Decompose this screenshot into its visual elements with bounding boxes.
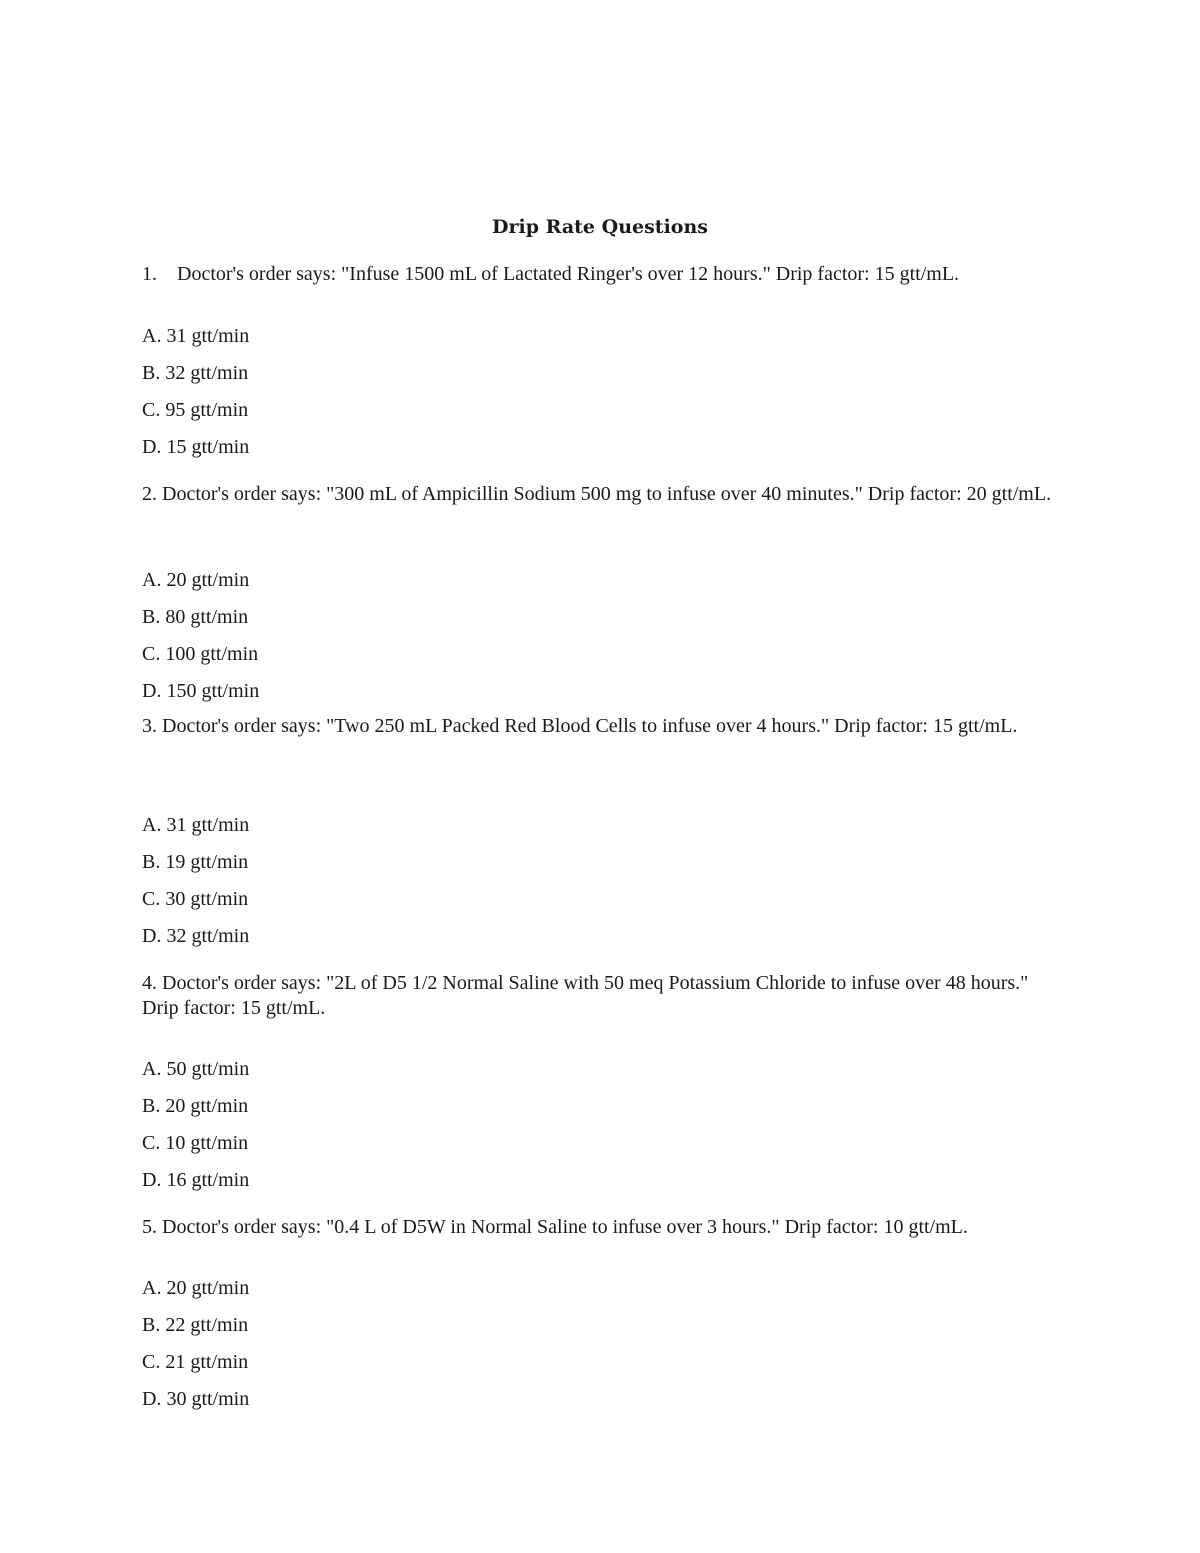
question-number: 2. xyxy=(142,483,157,505)
answer-option: C. 21 gtt/min xyxy=(142,1351,249,1373)
question-number: 1. xyxy=(142,263,157,285)
answer-option: D. 30 gtt/min xyxy=(142,1388,250,1410)
question-4 xyxy=(142,971,1062,1021)
answer-option: D. 150 gtt/min xyxy=(142,680,260,702)
answer-option: D. 15 gtt/min xyxy=(142,436,250,458)
answer-option: C. 95 gtt/min xyxy=(142,399,249,421)
question-1 xyxy=(142,262,1062,287)
answer-option: B. 80 gtt/min xyxy=(142,606,249,628)
answer-option: D. 16 gtt/min xyxy=(142,1169,250,1191)
answer-option: C. 30 gtt/min xyxy=(142,888,249,910)
answer-option: A. 20 gtt/min xyxy=(142,1277,250,1299)
question-3 xyxy=(142,714,1062,739)
answer-option: B. 22 gtt/min xyxy=(142,1314,249,1336)
answer-option: B. 19 gtt/min xyxy=(142,851,249,873)
question-text: Doctor's order says: "0.4 L of D5W in Normal Saline to infuse over 3 hours." Drip factor: 10 gtt/mL. xyxy=(162,1216,968,1238)
answer-option: C. 10 gtt/min xyxy=(142,1132,249,1154)
answer-option: D. 32 gtt/min xyxy=(142,925,250,947)
answer-option: A. 50 gtt/min xyxy=(142,1058,250,1080)
answer-option: A. 20 gtt/min xyxy=(142,569,250,591)
question-5 xyxy=(142,1215,1062,1240)
question-number: 5. xyxy=(142,1216,157,1238)
question-text: Doctor's order says: "Two 250 mL Packed Red Blood Cells to infuse over 4 hours." Drip factor: 15 gtt/mL. xyxy=(162,715,1018,737)
document-title: Drip Rate Questions xyxy=(492,216,708,238)
question-number: 4. xyxy=(142,972,157,994)
question-text: Doctor's order says: "2L of D5 1/2 Normal Saline with 50 meq Potassium Chloride to infuse over 48 hours." Drip factor: 15 gtt/mL. xyxy=(142,972,1029,1019)
answer-option: C. 100 gtt/min xyxy=(142,643,259,665)
answer-option: B. 32 gtt/min xyxy=(142,362,249,384)
question-text: Doctor's order says: "Infuse 1500 mL of Lactated Ringer's over 12 hours." Drip factor: 15 gtt/mL. xyxy=(177,263,960,285)
answer-option: A. 31 gtt/min xyxy=(142,325,250,347)
question-number: 3. xyxy=(142,715,157,737)
question-2 xyxy=(142,482,1062,507)
answer-option: A. 31 gtt/min xyxy=(142,814,250,836)
question-text: Doctor's order says: "300 mL of Ampicillin Sodium 500 mg to infuse over 40 minutes." Drip factor: 20 gtt/mL. xyxy=(162,483,1052,505)
answer-option: B. 20 gtt/min xyxy=(142,1095,249,1117)
